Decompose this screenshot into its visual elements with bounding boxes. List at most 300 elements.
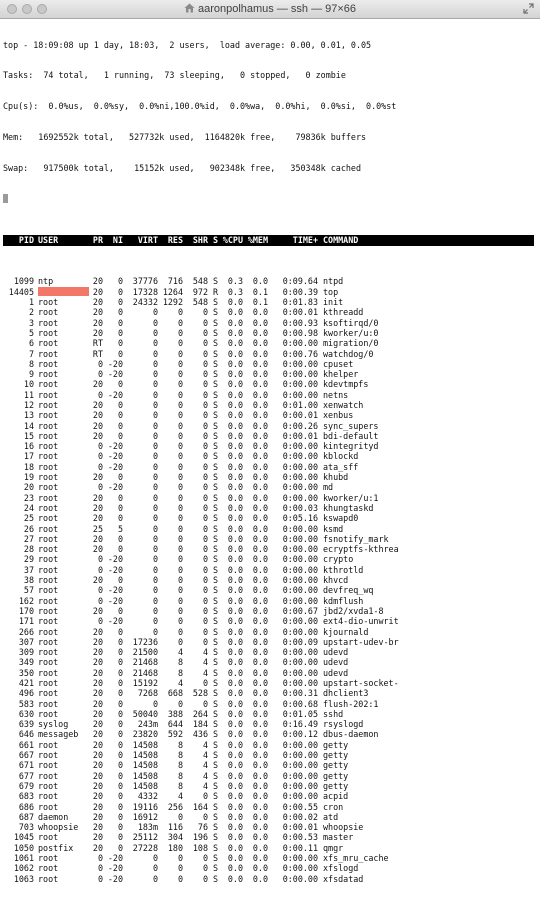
cell-pid: 16 [23,441,34,452]
cell-shr: 0 [202,811,208,822]
process-row [3,544,540,554]
cell-virt: 0 [152,369,158,380]
title-bar[interactable] [0,0,540,19]
cell-time: 0:00.00 [282,451,318,462]
cell-shr: 528 [192,688,208,699]
process-row [3,462,540,472]
cell-virt: 0 [152,307,158,318]
process-row [3,441,540,451]
prompt-line [3,194,540,204]
cell-mem: 0.0 [252,595,268,606]
cell-shr: 0 [202,616,208,627]
cell-ni: 0 [117,667,123,678]
cell-pid: 686 [18,801,34,812]
cell-state: S [212,791,218,802]
cell-time: 0:00.00 [282,657,318,668]
cell-pr: 20 [92,492,103,503]
process-row [3,379,540,389]
process-row [3,750,540,760]
cell-state: S [212,739,218,750]
cell-mem: 0.0 [252,420,268,431]
cell-mem: 0.0 [252,348,268,359]
cell-res: 1292 [162,297,183,308]
cell-command: md [323,482,334,493]
cell-ni: 0 [117,657,123,668]
cell-state: S [212,626,218,637]
cell-time: 0:00.68 [282,698,318,709]
cell-cpu: 0.0 [227,513,243,524]
cell-mem: 0.0 [252,739,268,750]
cell-state: S [212,842,218,853]
cell-time: 0:01.05 [282,708,318,719]
cell-user: root [38,461,59,472]
cell-shr: 0 [202,492,208,503]
cell-state: S [212,544,218,555]
cell-mem: 0.0 [252,605,268,616]
cell-state: S [212,554,218,565]
cell-virt: 0 [152,698,158,709]
cell-ni: 0 [117,801,123,812]
cell-ni: -20 [107,585,123,596]
cell-virt: 0 [152,616,158,627]
cell-cpu: 0.0 [227,420,243,431]
cell-state: S [212,822,218,833]
cell-pid: 15 [23,430,34,441]
cell-pid: 24 [23,502,34,513]
cell-pid: 170 [18,605,34,616]
cell-ni: 0 [117,791,123,802]
cell-mem: 0.0 [252,523,268,534]
cell-virt: 0 [152,513,158,524]
cell-command: ntpd [323,276,344,287]
cell-res: 0 [177,575,183,586]
summary-cpu-line: Cpu(s): 0.0%us, 0.0%sy, 0.0%ni,100.0%id, 0.0%wa, 0.0%hi, 0.0%si, 0.0%st [3,101,397,112]
process-row [3,822,540,832]
terminal-cursor [3,194,8,203]
cell-cpu: 0.0 [227,791,243,802]
cell-res: 8 [177,770,183,781]
cell-command: cpuset [323,358,354,369]
cell-shr: 0 [202,389,208,400]
cell-user: messageb [38,729,79,740]
col-header-user: USER [38,235,59,246]
cell-user: postfix [38,842,74,853]
cell-virt: 4332 [137,791,158,802]
cell-user: root [38,832,59,843]
process-table-body [3,276,540,884]
cell-pid: 14 [23,420,34,431]
process-row [3,812,540,822]
cell-pid: 27 [23,533,34,544]
col-header-mem: %MEM [247,235,268,246]
cell-pr: 20 [92,513,103,524]
cell-pid: 703 [18,822,34,833]
cell-mem: 0.0 [252,719,268,730]
cell-ni: -20 [107,389,123,400]
cell-shr: 4 [202,780,208,791]
cell-virt: 0 [152,533,158,544]
cell-pr: 20 [92,605,103,616]
cell-pr: 20 [92,801,103,812]
summary-mem-line: Mem: 1692552k total, 527732k used, 1164820k free, 79836k buffers [3,132,367,143]
cell-pr: 20 [92,739,103,750]
cell-time: 0:00.01 [282,822,318,833]
cell-state: S [212,832,218,843]
cell-res: 0 [177,544,183,555]
cell-res: 0 [177,513,183,524]
cell-cpu: 0.0 [227,327,243,338]
cell-virt: 0 [152,863,158,874]
cell-state: S [212,472,218,483]
cell-res: 0 [177,533,183,544]
cell-command: xfs_mru_cache [323,853,389,864]
cell-pr: 20 [92,286,103,297]
cell-res: 8 [177,667,183,678]
cell-pr: 20 [92,502,103,513]
cell-state: S [212,410,218,421]
process-row [3,575,540,585]
cell-res: 304 [167,832,183,843]
cell-pid: 29 [23,554,34,565]
cell-state: S [212,420,218,431]
cell-state: S [212,863,218,874]
cell-user: root [38,513,59,524]
cell-time: 0:00.09 [282,636,318,647]
cell-ni: -20 [107,358,123,369]
cell-time: 0:00.11 [282,842,318,853]
cell-pr: 20 [92,307,103,318]
cell-shr: 0 [202,451,208,462]
cell-command: upstart-udev-br [323,636,399,647]
cell-time: 0:00.98 [282,327,318,338]
cell-mem: 0.0 [252,801,268,812]
cell-pr: 20 [92,678,103,688]
cell-ni: 0 [117,348,123,359]
cell-mem: 0.0 [252,338,268,349]
cell-shr: 0 [202,595,208,606]
cell-state: S [212,667,218,678]
cell-shr: 4 [202,657,208,668]
cell-virt: 0 [152,605,158,616]
cell-command: khungtaskd [323,502,374,513]
cell-res: 0 [177,616,183,627]
cell-time: 0:00.00 [282,873,318,884]
cell-user: root [38,430,59,441]
window-title: aaronpolhamus — ssh — 97×66 [197,3,357,15]
cell-time: 0:00.00 [282,739,318,750]
cell-mem: 0.0 [252,667,268,678]
cell-pr: 0 [97,451,103,462]
cell-res: 0 [177,482,183,493]
cell-state: S [212,678,218,688]
col-header-pr: PR [92,235,103,246]
cell-time: 0:00.00 [282,853,318,864]
cell-shr: 0 [202,348,208,359]
cell-ni: 0 [117,636,123,647]
cell-pid: 6 [28,338,34,349]
cell-time: 0:00.00 [282,492,318,503]
cell-cpu: 0.0 [227,678,243,688]
home-folder-icon [184,3,195,13]
cell-cpu: 0.0 [227,544,243,555]
col-header-ni: NI [112,235,123,246]
cell-virt: 183m [137,822,158,833]
cell-ni: 0 [117,822,123,833]
cell-res: 644 [167,719,183,730]
cell-ni: 0 [117,750,123,761]
col-header-time: TIME+ [292,235,318,246]
cell-shr: 184 [192,719,208,730]
col-header-pid: PID [18,235,34,246]
cell-virt: 0 [152,472,158,483]
cell-command: dbus-daemon [323,729,379,740]
cell-pid: 171 [18,616,34,627]
cell-mem: 0.0 [252,708,268,719]
cell-cpu: 0.3 [227,276,243,287]
cell-time: 0:00.76 [282,348,318,359]
cell-shr: 0 [202,317,208,328]
cell-ni: 0 [117,647,123,658]
cell-ni: -20 [107,441,123,452]
cell-virt: 0 [152,358,158,369]
process-row [3,678,540,688]
cell-res: 8 [177,780,183,791]
cell-mem: 0.0 [252,369,268,380]
cell-virt: 0 [152,389,158,400]
cell-mem: 0.0 [252,585,268,596]
cell-mem: 0.0 [252,502,268,513]
cell-shr: 0 [202,482,208,493]
cell-state: S [212,461,218,472]
cell-time: 0:00.26 [282,420,318,431]
cell-res: 0 [177,472,183,483]
cell-shr: 264 [192,708,208,719]
cell-time: 0:00.00 [282,760,318,771]
cell-ni: 0 [117,276,123,287]
cell-pr: 20 [92,472,103,483]
cell-res: 0 [177,348,183,359]
cell-time: 0:16.49 [282,719,318,730]
cell-time: 0:00.01 [282,410,318,421]
cell-cpu: 0.0 [227,647,243,658]
cell-command: kdmflush [323,595,364,606]
process-row [3,709,540,719]
cell-virt: 0 [152,492,158,503]
process-row [3,647,540,657]
cell-cpu: 0.0 [227,595,243,606]
cell-cpu: 0.0 [227,739,243,750]
cell-command: kdevtmpfs [323,379,369,390]
cell-cpu: 0.0 [227,358,243,369]
cell-shr: 0 [202,513,208,524]
cell-shr: 0 [202,791,208,802]
process-row [3,565,540,575]
cell-ni: -20 [107,482,123,493]
cell-state: S [212,430,218,441]
cell-user: root [38,575,59,586]
cell-res: 0 [177,564,183,575]
cell-ni: 0 [117,286,123,297]
cell-pr: 20 [92,729,103,740]
cell-user: root [38,626,59,637]
cell-cpu: 0.0 [227,708,243,719]
cell-command: init [323,297,344,308]
cell-command: khubd [323,472,349,483]
cell-user: root [38,616,59,627]
cell-pid: 28 [23,544,34,555]
cell-command: khvcd [323,575,349,586]
cell-state: S [212,348,218,359]
cell-shr: 0 [202,461,208,472]
process-row [3,503,540,513]
process-row [3,287,540,297]
cell-user: root [38,698,59,709]
process-row [3,596,540,606]
cell-res: 116 [167,822,183,833]
cell-shr: 0 [202,327,208,338]
cell-pr: 20 [92,636,103,647]
cell-command: xfsdatad [323,873,364,884]
cell-cpu: 0.0 [227,389,243,400]
cell-pid: 1099 [13,276,34,287]
cell-user: root [38,750,59,761]
process-row [3,781,540,791]
cell-ni: 0 [117,317,123,328]
cell-virt: 0 [152,461,158,472]
cell-cpu: 0.0 [227,297,243,308]
process-row [3,297,540,307]
process-row [3,606,540,616]
cell-state: S [212,760,218,771]
col-header-virt: VIRT [137,235,158,246]
cell-shr: 0 [202,605,208,616]
cell-pr: 20 [92,842,103,853]
cell-res: 4 [177,678,183,688]
process-row [3,318,540,328]
cell-pr: 0 [97,595,103,606]
cell-user: root [38,554,59,565]
cell-time: 0:00.00 [282,647,318,658]
cell-pr: 20 [92,688,103,699]
cell-pr: 0 [97,358,103,369]
cell-ni: 0 [117,698,123,709]
cell-time: 0:00.00 [282,389,318,400]
cell-cpu: 0.0 [227,369,243,380]
cell-pid: 11 [23,389,34,400]
cell-command: watchdog/0 [323,348,374,359]
process-row [3,431,540,441]
cell-res: 388 [167,708,183,719]
cell-cpu: 0.0 [227,348,243,359]
cell-state: S [212,853,218,864]
cell-pr: 20 [92,410,103,421]
cell-pid: 661 [18,739,34,750]
cell-pid: 1061 [13,853,34,864]
cell-res: 0 [177,327,183,338]
cell-res: 0 [177,389,183,400]
cell-ni: 0 [117,410,123,421]
cell-ni: 0 [117,832,123,843]
col-header-command: COMMAND [323,235,359,246]
cell-pid: 162 [18,595,34,606]
fullscreen-icon[interactable] [523,3,534,14]
cell-virt: 0 [152,399,158,410]
process-row [3,843,540,853]
cell-mem: 0.0 [252,811,268,822]
cell-time: 0:01.83 [282,297,318,308]
cell-pr: 0 [97,585,103,596]
cell-mem: 0.0 [252,533,268,544]
cell-user: root [38,688,59,699]
cell-pid: 8 [28,358,34,369]
cell-cpu: 0.0 [227,822,243,833]
process-row [3,276,540,286]
cell-command: ecryptfs-kthrea [323,544,399,555]
terminal-output[interactable] [3,19,540,905]
cell-command: khelper [323,369,359,380]
cell-user: root [38,317,59,328]
cell-cpu: 0.0 [227,554,243,565]
cell-virt: 0 [152,564,158,575]
process-row [3,493,540,503]
cell-cpu: 0.0 [227,461,243,472]
cell-command: atd [323,811,339,822]
process-row [3,791,540,801]
cell-shr: 108 [192,842,208,853]
cell-command: sync_supers [323,420,379,431]
cell-state: S [212,369,218,380]
cell-command: xfslogd [323,863,359,874]
cell-pid: 307 [18,636,34,647]
cell-ni: 0 [117,605,123,616]
cell-mem: 0.0 [252,626,268,637]
cell-virt: 0 [152,544,158,555]
cell-pr: 20 [92,647,103,658]
process-row [3,688,540,698]
cell-res: 0 [177,317,183,328]
cell-pid: 683 [18,791,34,802]
cell-state: S [212,657,218,668]
cell-time: 0:05.16 [282,513,318,524]
cell-pr: 20 [92,780,103,791]
cell-state: S [212,708,218,719]
cell-state: S [212,647,218,658]
cell-mem: 0.0 [252,276,268,287]
cell-ni: 0 [117,544,123,555]
cell-mem: 0.0 [252,451,268,462]
cell-command: kworker/u:1 [323,492,379,503]
cell-res: 0 [177,369,183,380]
cell-time: 0:00.00 [282,678,318,688]
cell-command: xenwatch [323,399,364,410]
cell-pid: 679 [18,780,34,791]
cell-command: kjournald [323,626,369,637]
cell-shr: 972 [192,286,208,297]
cell-command: cron [323,801,344,812]
process-row [3,719,540,729]
cell-cpu: 0.0 [227,533,243,544]
cell-command: kblockd [323,451,359,462]
cell-cpu: 0.0 [227,832,243,843]
cell-time: 0:00.00 [282,770,318,781]
cell-res: 0 [177,873,183,884]
cell-user: whoopsie [38,822,79,833]
cell-cpu: 0.0 [227,698,243,709]
cell-pr: 0 [97,554,103,565]
cell-mem: 0.1 [252,297,268,308]
cell-user: root [38,399,59,410]
cell-user: root [38,482,59,493]
